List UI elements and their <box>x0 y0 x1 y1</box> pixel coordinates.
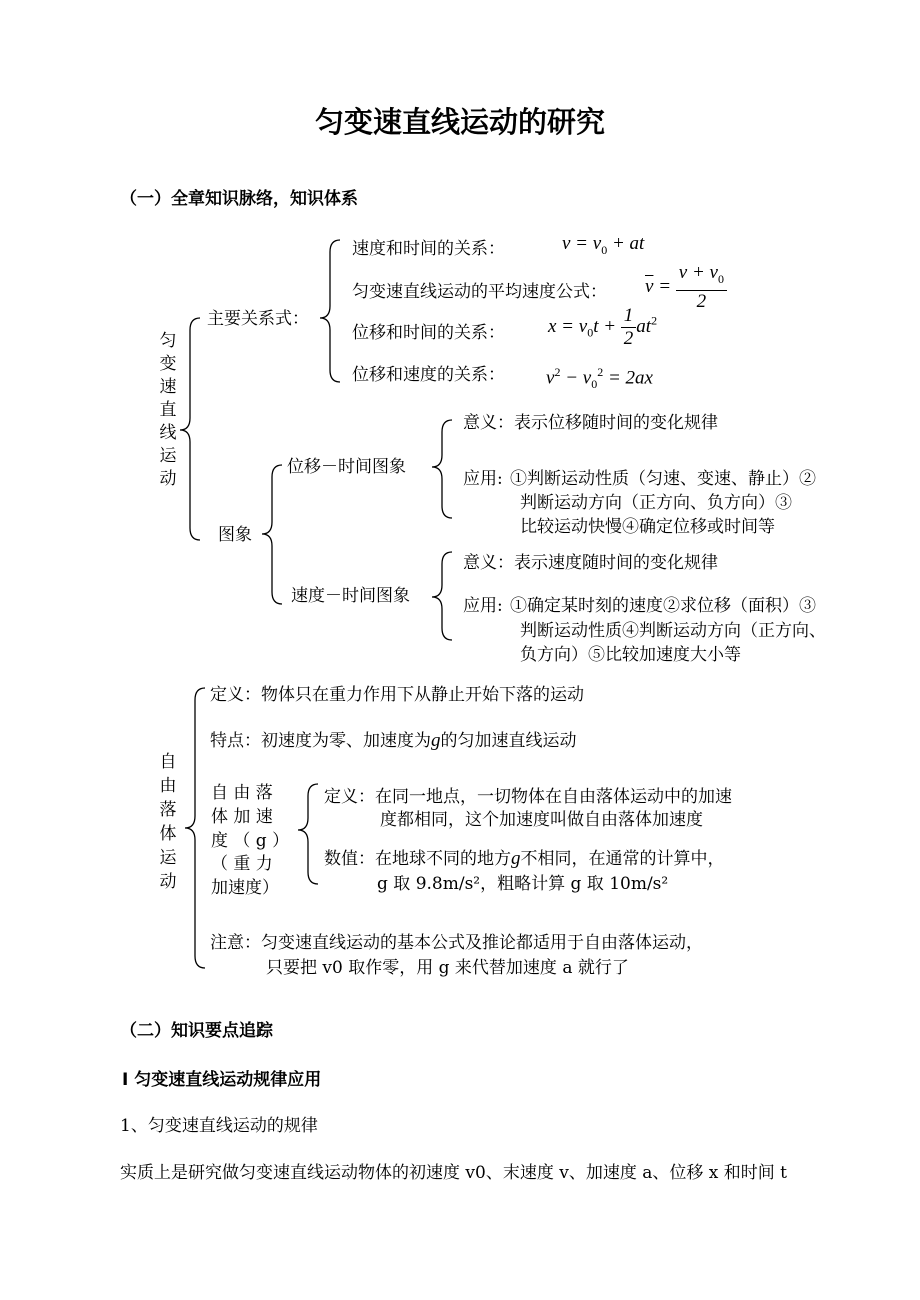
xt-app-line-1: ①判断运动性质（匀速、变速、静止）② <box>510 469 816 489</box>
relation-4-formula: $v^2 - v_0^2 = 2ax$ <box>546 365 653 392</box>
g-value-pre: 数值：在地球不同的地方 <box>324 849 511 869</box>
g-label-line-2: 体 加 速 <box>211 807 273 827</box>
g-label-line-3: 度 （ g ） <box>211 831 290 851</box>
xt-meaning: 意义：表示位移随时间的变化规律 <box>463 413 718 433</box>
item-1-heading: 1、匀变速直线运动的规律 <box>120 1116 318 1136</box>
g-value-line-1 <box>324 848 725 870</box>
vt-graph-label: 速度－时间图象 <box>291 586 410 606</box>
relation-1-formula: $v = v_0$ + at <box>562 233 645 257</box>
vt-app-line-3: 负方向）⑤比较加速度大小等 <box>520 645 741 665</box>
xt-app-line-3: 比较运动快慢④确定位移或时间等 <box>520 517 775 537</box>
vt-meaning: 意义：表示速度随时间的变化规律 <box>463 553 718 573</box>
freefall-feature-pre: 特点：初速度为零、加速度为 <box>210 731 431 751</box>
relation-3-formula: $x = v_0t$ + $\frac{1}{2}$ $at^2$ <box>548 305 658 349</box>
g-label-line-1: 自 由 落 <box>211 783 273 803</box>
paragraph: 实质上是研究做匀变速直线运动物体的初速度 v0、末速度 v、加速度 a、位移 x 和时间 t <box>120 1163 787 1183</box>
xt-brace <box>432 420 452 518</box>
freefall-root-label: 自由落体运动 <box>159 752 177 892</box>
section-heading-1: （一）全章知识脉络，知识体系 <box>120 189 358 209</box>
g-value-line-2: g 取 9.8m/s²，粗略计算 g 取 10m/s² <box>377 874 669 894</box>
g-definition-line-2: 度都相同，这个加速度叫做自由落体加速度 <box>380 810 703 830</box>
vt-app-line-1: ①确定某时刻的速度②求位移（面积）③ <box>510 596 816 616</box>
freefall-definition: 定义：物体只在重力作用下从静止开始下落的运动 <box>210 685 584 705</box>
relations-brace <box>320 240 340 382</box>
root-brace <box>180 318 200 540</box>
g-label-line-4: （ 重 力 <box>211 854 273 874</box>
vt-brace <box>432 552 452 640</box>
g-label-line-5: 加速度） <box>211 878 279 898</box>
relation-3-label: 位移和时间的关系： <box>352 323 505 343</box>
relations-label: 主要关系式： <box>207 309 309 329</box>
relation-4-label: 位移和速度的关系： <box>352 365 505 385</box>
xt-app-prefix: 应用: <box>463 469 503 489</box>
subsection-heading: Ⅰ 匀变速直线运动规律应用 <box>122 1070 322 1090</box>
g-value-post: 不相同，在通常的计算中， <box>520 849 725 869</box>
freefall-note-line-2: 只要把 v0 取作零，用 g 来代替加速度 a 就行了 <box>266 958 629 978</box>
freefall-feature-post: 的匀加速直线运动 <box>440 731 577 751</box>
vt-app-prefix: 应用: <box>463 596 503 616</box>
xt-app-line-2: 判断运动方向（正方向、负方向）③ <box>520 493 792 513</box>
graph-brace <box>262 465 282 604</box>
freefall-feature <box>210 730 577 752</box>
relation-1-label: 速度和时间的关系： <box>352 239 505 259</box>
relation-2-label: 匀变速直线运动的平均速度公式： <box>352 282 607 302</box>
relation-2-formula: $\overline{v}$ = $\frac{v + v_0}{2}$ <box>645 262 727 313</box>
root-label: 匀变速直线运动 <box>159 331 177 489</box>
xt-graph-label: 位移－时间图象 <box>287 457 406 477</box>
freefall-note-line-1: 注意：匀变速直线运动的基本公式及推论都适用于自由落体运动， <box>210 933 703 953</box>
graphs-label: 图象 <box>218 525 252 545</box>
vt-app-line-2: 判断运动性质④判断运动方向（正方向、 <box>520 621 826 641</box>
freefall-feature-g: g <box>431 730 441 751</box>
page-title: 匀变速直线运动的研究 <box>314 105 605 139</box>
g-definition-line-1: 定义：在同一地点，一切物体在自由落体运动中的加速 <box>324 787 732 807</box>
g-value-g: g <box>511 848 521 869</box>
freefall-brace <box>185 688 205 968</box>
g-brace <box>298 784 318 884</box>
section-heading-2: （二）知识要点追踪 <box>120 1021 273 1041</box>
